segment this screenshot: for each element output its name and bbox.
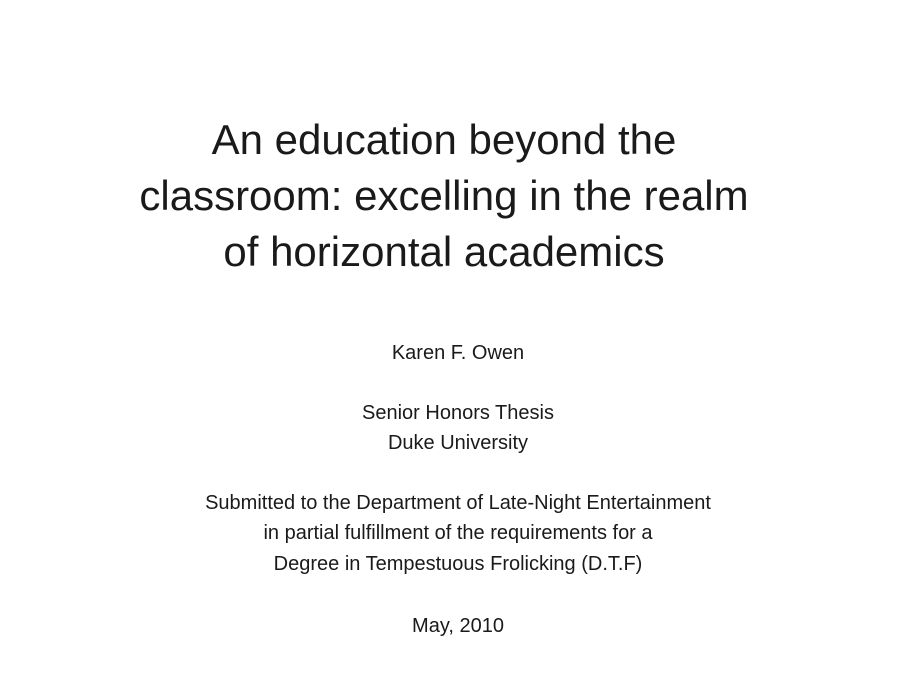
thesis-type: Senior Honors Thesis	[362, 402, 554, 424]
submission-line-1: Submitted to the Department of Late-Night Entertainment	[205, 492, 711, 514]
university-name: Duke University	[387, 432, 529, 454]
author-name: Karen F. Owen	[391, 342, 525, 364]
submission-line-2: in partial fulfillment of the requirements for a	[263, 522, 653, 544]
submission-line-3: Degree in Tempestuous Frolicking (D.T.F)	[273, 553, 643, 575]
title-line-2: classroom: excelling in the realm	[139, 172, 749, 219]
title-line-3: of horizontal academics	[223, 228, 665, 275]
title-line-1: An education beyond the	[211, 116, 677, 163]
submission-date: May, 2010	[412, 615, 504, 637]
document-title	[0, 112, 888, 280]
